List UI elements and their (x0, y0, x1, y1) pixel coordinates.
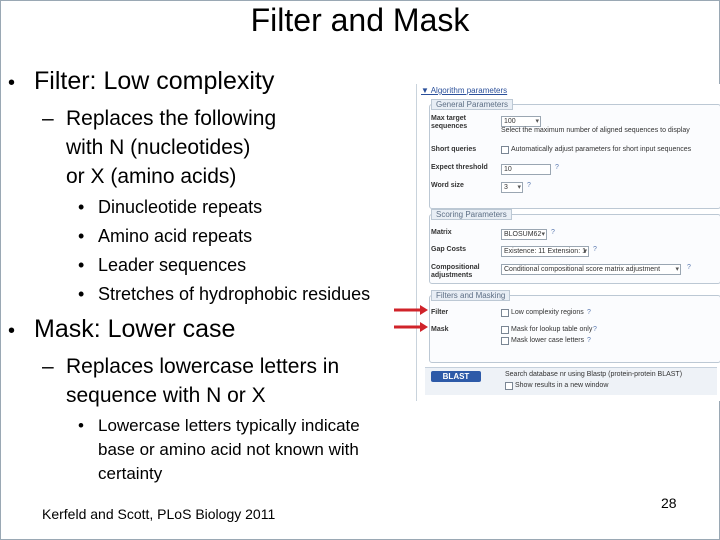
help-icon[interactable]: ? (527, 182, 531, 189)
help-icon[interactable]: ? (587, 309, 591, 316)
blast-parameters-panel (416, 84, 720, 401)
filters-masking-legend: Filters and Masking (431, 290, 510, 301)
bullet-filter: Filter: Low complexity (34, 67, 275, 95)
matrix-select[interactable]: BLOSUM62 ▾ (501, 229, 547, 240)
bullet-dot: • (78, 284, 85, 304)
bullet-dot: • (8, 320, 16, 342)
sub2-note: Lowercase letters typically indicate (98, 416, 360, 435)
gap-costs-label: Gap Costs (431, 246, 467, 253)
help-icon[interactable]: ? (587, 337, 591, 344)
help-icon[interactable]: ? (551, 229, 555, 236)
mask-label: Mask (431, 326, 449, 333)
red-arrow-icon (394, 302, 430, 334)
help-icon[interactable]: ? (593, 246, 597, 253)
filter-low-complexity-checkbox[interactable] (501, 309, 509, 317)
bullet-dot: • (78, 255, 85, 275)
expect-threshold-label: Expect threshold (431, 164, 488, 171)
sub1-line: Replaces the following (66, 107, 277, 130)
slide-title: Filter and Mask (250, 2, 470, 38)
arrow-filter-head (420, 305, 428, 315)
mask-lowercase-checkbox[interactable] (501, 337, 509, 345)
sub2-note: certainty (98, 464, 163, 483)
bullet-dot: • (78, 197, 85, 217)
new-window-checkbox[interactable] (505, 382, 513, 390)
bullet-dot: • (78, 226, 85, 246)
max-target-hint: Select the maximum number of aligned sequences to display (501, 127, 690, 134)
arrow-mask-head (420, 322, 428, 332)
sub2-line: Replaces lowercase letters in (66, 355, 340, 378)
sub2-line: sequence with N or X (66, 384, 266, 407)
short-queries-text: Automatically adjust parameters for short input sequences (511, 146, 692, 153)
word-size-select[interactable]: 3 ▾ (501, 182, 523, 193)
short-queries-checkbox[interactable] (501, 146, 509, 154)
sub1-item: Stretches of hydrophobic residues (98, 284, 371, 304)
bullet-dash: – (42, 107, 54, 130)
expect-threshold-input[interactable]: 10 (501, 164, 551, 175)
bullet-dash: – (42, 355, 54, 378)
bullet-mask: Mask: Lower case (34, 315, 236, 343)
page-number: 28 (661, 495, 677, 511)
gap-costs-select[interactable]: Existence: 11 Extension: 1 ▾ (501, 246, 589, 257)
help-icon[interactable]: ? (687, 264, 691, 271)
blast-button[interactable]: BLAST (431, 371, 481, 382)
sub1-item: Amino acid repeats (98, 226, 253, 246)
scoring-parameters-legend: Scoring Parameters (431, 209, 512, 220)
compositional-label: Compositional (431, 264, 480, 271)
bullet-dot: • (78, 416, 84, 435)
new-window-text: Show results in a new window (515, 382, 609, 389)
sub2-note: base or amino acid not known with (98, 440, 359, 459)
compositional-label: adjustments (431, 272, 473, 279)
word-size-label: Word size (431, 182, 464, 189)
mask-lookup-text: Mask for lookup table only (511, 326, 593, 333)
general-parameters-section (429, 104, 720, 209)
max-target-select[interactable]: 100 ▾ (501, 116, 541, 127)
short-queries-label: Short queries (431, 146, 477, 153)
algorithm-parameters-toggle[interactable]: ▼ Algorithm parameters (421, 86, 508, 95)
citation: Kerfeld and Scott, PLoS Biology 2011 (42, 506, 276, 522)
sub1-line: with N (nucleotides) (66, 136, 251, 159)
max-target-label: Max target (431, 115, 467, 122)
help-icon[interactable]: ? (555, 164, 559, 171)
blast-description: Search database nr using Blastp (protein-protein BLAST) (505, 371, 683, 378)
help-icon[interactable]: ? (593, 326, 597, 333)
general-parameters-legend: General Parameters (431, 99, 513, 110)
max-target-label: sequences (431, 123, 468, 130)
sub1-line: or X (amino acids) (66, 165, 237, 188)
filter-label: Filter (431, 309, 449, 316)
sub1-item: Dinucleotide repeats (98, 197, 263, 217)
filter-low-complexity-text: Low complexity regions (511, 309, 584, 316)
bullet-dot: • (8, 72, 16, 94)
sub1-item: Leader sequences (98, 255, 247, 275)
matrix-label: Matrix (431, 229, 452, 236)
mask-lookup-checkbox[interactable] (501, 326, 509, 334)
mask-lowercase-text: Mask lower case letters (511, 337, 585, 344)
compositional-select[interactable]: Conditional compositional score matrix adjustment ▾ (501, 264, 681, 275)
